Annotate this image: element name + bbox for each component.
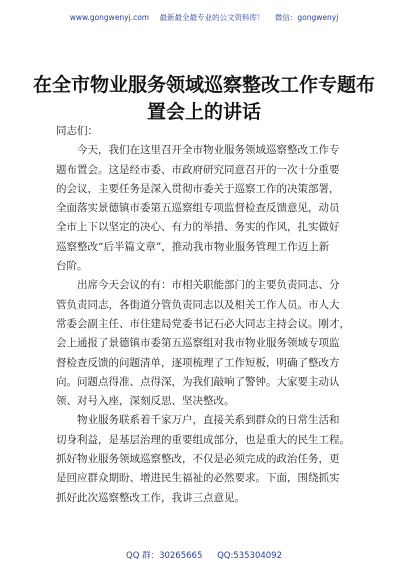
document-body <box>56 122 356 508</box>
qq-number: QQ:535304092 <box>217 551 282 561</box>
salutation: 同志们： <box>56 125 98 137</box>
paragraph-line: 抓好物业服务领域巡察整改，不仅是必须完成的政治任务，更 <box>56 453 340 466</box>
paragraph-3 <box>56 411 356 507</box>
paragraph-1 <box>56 141 356 276</box>
paragraph-line: 切身利益，是基层治理的重要组成部分，也是重大的民生工程。 <box>56 433 350 446</box>
site-slogan: 最新最全最专业的公文资料库！ <box>159 13 265 22</box>
paragraph-line: 巡察整改“后半篇文章”，推动我市物业服务管理工作迈上新 <box>56 240 330 253</box>
paragraph-line: 台阶。 <box>56 260 88 273</box>
paragraph-line: 今天，我们在这里召开全市物业服务领域巡察整改工作专 <box>56 144 340 157</box>
paragraph-line: 会上通报了景德镇市委第五巡察组对我市物业服务领域专项监 <box>56 337 340 350</box>
paragraph-line: 全市上下以坚定的决心、有力的举措、务实的作风，扎实做好 <box>56 221 340 234</box>
site-header <box>0 12 408 23</box>
page-footer <box>0 549 408 561</box>
paragraph-line: 是回应群众期盼、增进民生福祉的必然要求。下面，围绕抓实 <box>56 472 340 485</box>
paragraph-line: 题布置会。这是经市委、市政府研究同意召开的一次十分重要 <box>56 163 340 176</box>
paragraph-line: 常委会副主任、市住建局党委书记石必大同志主持会议。刚才， <box>56 317 350 330</box>
site-url[interactable]: www.gongwenyj.com <box>69 13 150 22</box>
wechat-id: 微信：gongwenyj <box>274 13 339 22</box>
paragraph-line: 抓好此次巡察整改工作，我讲三点意见。 <box>56 491 245 504</box>
paragraph-line: 的会议，主要任务是深入贯彻市委关于巡察工作的决策部署， <box>56 182 340 195</box>
paragraph-2 <box>56 276 356 411</box>
paragraph-line: 物业服务联系着千家万户，直接关系到群众的日常生活和 <box>56 414 340 427</box>
document-title <box>30 72 378 126</box>
paragraph-line: 督检查反馈的问题清单，逐项梳理了工作短板，明确了整改方 <box>56 356 340 369</box>
qq-group-number: QQ 群：30265665 <box>126 551 203 561</box>
paragraph-line: 出席今天会议的有：市相关职能部门的主要负责同志、分 <box>56 279 340 292</box>
paragraph-line: 管负责同志，各街道分管负责同志以及相关工作人员。市人大 <box>56 298 340 311</box>
paragraph-line: 领、对号入座，深刻反思、坚决整改。 <box>56 395 235 408</box>
paragraph-line: 向。问题点得准、点得深，为我们敲响了警钟。大家要主动认 <box>56 375 340 388</box>
title-line-1: 在全市物业服务领域巡察整改工作专题布 <box>32 74 375 96</box>
title-line-2: 置会上的讲话 <box>146 101 261 123</box>
paragraph-line: 全面落实景德镇市委第五巡察组专项监督检查反馈意见，动员 <box>56 202 340 215</box>
